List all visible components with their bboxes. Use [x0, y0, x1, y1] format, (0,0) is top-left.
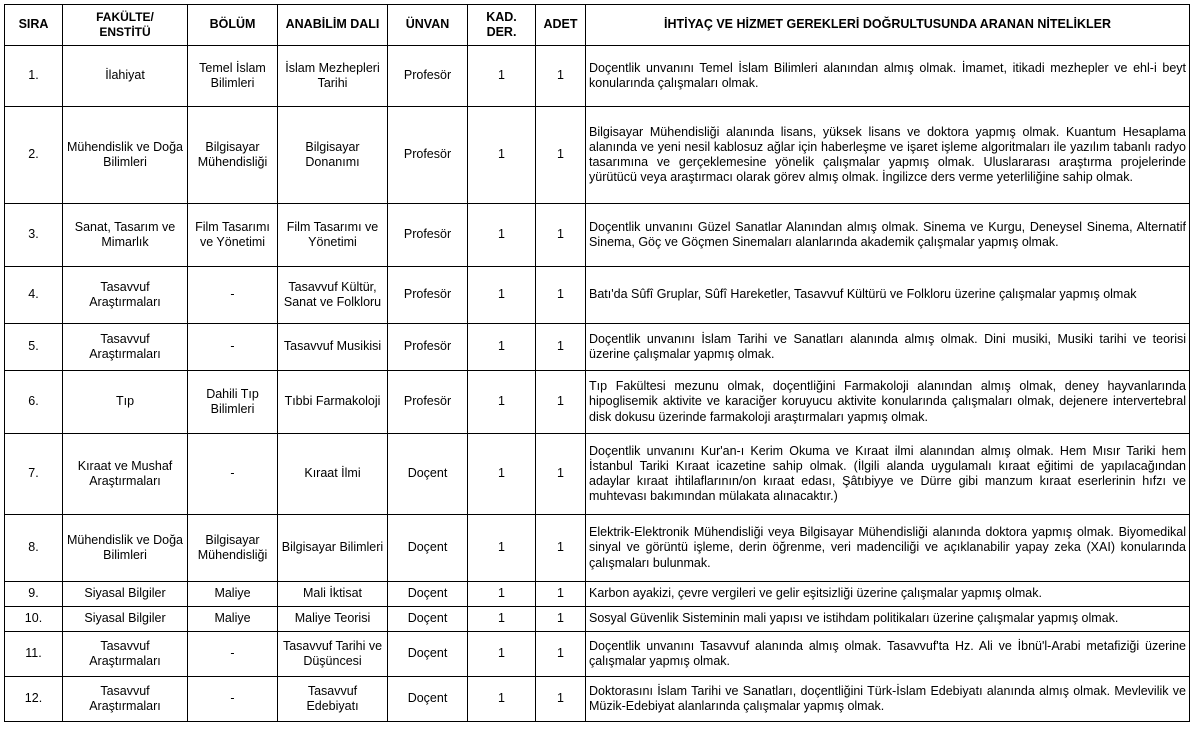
cell-adet: 1 [536, 46, 586, 107]
table-row [5, 107, 1190, 204]
cell-kad-der: 1 [468, 582, 536, 607]
cell-anabilim: İslam Mezhepleri Tarihi [278, 46, 388, 107]
cell-kad-der: 1 [468, 371, 536, 434]
cell-kad-der: 1 [468, 677, 536, 722]
table-row [5, 371, 1190, 434]
cell-adet: 1 [536, 434, 586, 515]
cell-bolum: Dahili Tıp Bilimleri [188, 371, 278, 434]
table-row [5, 607, 1190, 632]
cell-bolum: Maliye [188, 582, 278, 607]
cell-fakulte: Mühendislik ve Doğa Bilimleri [63, 107, 188, 204]
table-row [5, 324, 1190, 371]
column-header-fakulte [63, 5, 188, 46]
cell-anabilim: Tıbbi Farmakoloji [278, 371, 388, 434]
cell-bolum: - [188, 434, 278, 515]
cell-nitelikler: Doçentlik unvanını Kur'an-ı Kerim Okuma ve Kıraat ilmi alanından almış olmak. Hem Mısır Tariki hem İstanbul Tariki Kıraat icazetine sahip olmak. (İlgili alanda uygulamalı kıraat eğitimi de yapılacağından adaylar kıraat ihtilaflarının/on kıraat edası, Şâtıbiyye ve Dürre gibi manzum kıraat eserlerinin hıfzı ve muhtevası bakımından mülakata alınacaktır.) [586, 434, 1190, 515]
cell-unvan: Profesör [388, 46, 468, 107]
cell-unvan: Doçent [388, 677, 468, 722]
cell-fakulte: Siyasal Bilgiler [63, 582, 188, 607]
cell-bolum: - [188, 632, 278, 677]
table-header [5, 5, 1190, 46]
cell-unvan: Doçent [388, 632, 468, 677]
cell-bolum: - [188, 324, 278, 371]
cell-anabilim: Tasavvuf Musikisi [278, 324, 388, 371]
cell-sira: 6. [5, 371, 63, 434]
cell-kad-der: 1 [468, 204, 536, 267]
cell-nitelikler: Doçentlik unvanını Tasavvuf alanında almış olmak. Tasavvuf'ta Hz. Ali ve İbnü'l-Arabi metafiziği üzerine çalışmalar yapmış olmak. [586, 632, 1190, 677]
cell-anabilim: Bilgisayar Bilimleri [278, 515, 388, 582]
cell-nitelikler: Karbon ayakizi, çevre vergileri ve gelir eşitsizliği üzerine çalışmalar yapmış olmak. [586, 582, 1190, 607]
cell-fakulte: Siyasal Bilgiler [63, 607, 188, 632]
cell-fakulte: Tasavvuf Araştırmaları [63, 677, 188, 722]
table-row [5, 632, 1190, 677]
table-row [5, 267, 1190, 324]
cell-anabilim: Mali İktisat [278, 582, 388, 607]
cell-sira: 11. [5, 632, 63, 677]
cell-nitelikler: Sosyal Güvenlik Sisteminin mali yapısı ve istihdam politikaları üzerine çalışmalar yapmış olmak. [586, 607, 1190, 632]
table-row [5, 515, 1190, 582]
cell-fakulte: Kıraat ve Mushaf Araştırmaları [63, 434, 188, 515]
cell-bolum: Temel İslam Bilimleri [188, 46, 278, 107]
cell-nitelikler: Tıp Fakültesi mezunu olmak, doçentliğini Farmakoloji alanından almış olmak, deney hayvanlarında hipoglisemik aktivite ve karaciğer koruyucu aktivite konularında çalışmaları olmak, dejenere intervertebral disk dokusu üzerinde farmakoloji araştırmaları yapmış olmak. [586, 371, 1190, 434]
cell-nitelikler: Doçentlik unvanını Güzel Sanatlar Alanından almış olmak. Sinema ve Kurgu, Deneysel Sinema, Alternatif Sinema, Göç ve Göçmen Sinemaları alanlarında akademik çalışmalar yapmış olmak. [586, 204, 1190, 267]
cell-sira: 12. [5, 677, 63, 722]
table-header-row [5, 5, 1190, 46]
cell-unvan: Doçent [388, 607, 468, 632]
cell-kad-der: 1 [468, 324, 536, 371]
cell-adet: 1 [536, 582, 586, 607]
cell-anabilim: Film Tasarımı ve Yönetimi [278, 204, 388, 267]
cell-sira: 8. [5, 515, 63, 582]
cell-sira: 1. [5, 46, 63, 107]
table-row [5, 582, 1190, 607]
cell-fakulte: İlahiyat [63, 46, 188, 107]
cell-nitelikler: Elektrik-Elektronik Mühendisliği veya Bilgisayar Mühendisliği alanında doktora yapmış olmak. Biyomedikal sinyal ve görüntü işleme, derin öğrenme, veri madenciliği ve açıklanabilir yapay zeka (XAI) konularında çalışmaları bulunmak. [586, 515, 1190, 582]
cell-bolum: Film Tasarımı ve Yönetimi [188, 204, 278, 267]
cell-sira: 3. [5, 204, 63, 267]
cell-unvan: Doçent [388, 434, 468, 515]
cell-adet: 1 [536, 107, 586, 204]
cell-adet: 1 [536, 632, 586, 677]
cell-anabilim: Maliye Teorisi [278, 607, 388, 632]
cell-fakulte: Sanat, Tasarım ve Mimarlık [63, 204, 188, 267]
table-row [5, 204, 1190, 267]
table-row [5, 434, 1190, 515]
cell-bolum: Maliye [188, 607, 278, 632]
cell-adet: 1 [536, 267, 586, 324]
cell-kad-der: 1 [468, 107, 536, 204]
cell-fakulte: Tasavvuf Araştırmaları [63, 267, 188, 324]
column-header-kad-der: KAD. DER. [468, 5, 536, 46]
cell-anabilim: Tasavvuf Edebiyatı [278, 677, 388, 722]
cell-fakulte: Tasavvuf Araştırmaları [63, 324, 188, 371]
cell-unvan: Profesör [388, 324, 468, 371]
cell-nitelikler: Doktorasını İslam Tarihi ve Sanatları, doçentliğini Türk-İslam Edebiyatı alanında almış olmak. Mevlevilik ve Müzik-Edebiyat alanlarında çalışmalar yapmış olmak. [586, 677, 1190, 722]
cell-sira: 4. [5, 267, 63, 324]
cell-kad-der: 1 [468, 46, 536, 107]
cell-unvan: Profesör [388, 107, 468, 204]
column-header-fakulte-line1: FAKÜLTE/ [96, 9, 154, 24]
cell-fakulte: Tıp [63, 371, 188, 434]
cell-bolum: Bilgisayar Mühendisliği [188, 107, 278, 204]
column-header-bolum: BÖLÜM [188, 5, 278, 46]
cell-anabilim: Tasavvuf Tarihi ve Düşüncesi [278, 632, 388, 677]
cell-unvan: Doçent [388, 582, 468, 607]
cell-kad-der: 1 [468, 632, 536, 677]
cell-kad-der: 1 [468, 267, 536, 324]
cell-unvan: Profesör [388, 371, 468, 434]
cell-fakulte: Mühendislik ve Doğa Bilimleri [63, 515, 188, 582]
cell-adet: 1 [536, 607, 586, 632]
cell-sira: 7. [5, 434, 63, 515]
cell-bolum: - [188, 677, 278, 722]
cell-sira: 5. [5, 324, 63, 371]
cell-nitelikler: Doçentlik unvanını İslam Tarihi ve Sanatları alanında almış olmak. Dini musiki, Musiki tarihi ve teorisi üzerine çalışmalar yapmış olmak. [586, 324, 1190, 371]
cell-anabilim: Bilgisayar Donanımı [278, 107, 388, 204]
cell-unvan: Profesör [388, 204, 468, 267]
cell-bolum: - [188, 267, 278, 324]
cell-kad-der: 1 [468, 515, 536, 582]
column-header-adet: ADET [536, 5, 586, 46]
cell-sira: 9. [5, 582, 63, 607]
cell-sira: 10. [5, 607, 63, 632]
column-header-anabilim-dali: ANABİLİM DALI [278, 5, 388, 46]
cell-unvan: Doçent [388, 515, 468, 582]
cell-adet: 1 [536, 204, 586, 267]
column-header-unvan: ÜNVAN [388, 5, 468, 46]
cell-adet: 1 [536, 515, 586, 582]
column-header-sira: SIRA [5, 5, 63, 46]
column-header-nitelikler: İHTİYAÇ VE HİZMET GEREKLERİ DOĞRULTUSUNDA ARANAN NİTELİKLER [586, 5, 1190, 46]
cell-kad-der: 1 [468, 434, 536, 515]
table-row [5, 46, 1190, 107]
cell-adet: 1 [536, 677, 586, 722]
cell-nitelikler: Batı'da Sûfî Gruplar, Sûfî Hareketler, Tasavvuf Kültürü ve Folkloru üzerine çalışmalar yapmış olmak [586, 267, 1190, 324]
cell-anabilim: Tasavvuf Kültür, Sanat ve Folkloru [278, 267, 388, 324]
cell-nitelikler: Bilgisayar Mühendisliği alanında lisans, yüksek lisans ve doktora yapmış olmak. Kuantum Hesaplama alanında ve yeni nesil kablosuz ağlar için haberleşme ve işaret işleme algoritmaları ile yazılım tabanlı radyo tasarımına ve gerçeklemesine yönelik çalışmalar yapmış olmak. Uluslararası araştırma projelerinde yürütücü veya araştırmacı olarak görev almış olmak. İngilizce ders verme yeterliliğine sahip olmak. [586, 107, 1190, 204]
column-header-fakulte-line2: ENSTİTÜ [99, 25, 151, 39]
cell-unvan: Profesör [388, 267, 468, 324]
academic-positions-table [4, 4, 1190, 722]
cell-bolum: Bilgisayar Mühendisliği [188, 515, 278, 582]
cell-kad-der: 1 [468, 607, 536, 632]
table-body [5, 46, 1190, 722]
cell-sira: 2. [5, 107, 63, 204]
cell-adet: 1 [536, 324, 586, 371]
cell-adet: 1 [536, 371, 586, 434]
cell-anabilim: Kıraat İlmi [278, 434, 388, 515]
cell-nitelikler: Doçentlik unvanını Temel İslam Bilimleri alanından almış olmak. İmamet, itikadi mezhepler ve ehl-i beyt konularında çalışmaları olmak. [586, 46, 1190, 107]
table-row [5, 677, 1190, 722]
cell-fakulte: Tasavvuf Araştırmaları [63, 632, 188, 677]
